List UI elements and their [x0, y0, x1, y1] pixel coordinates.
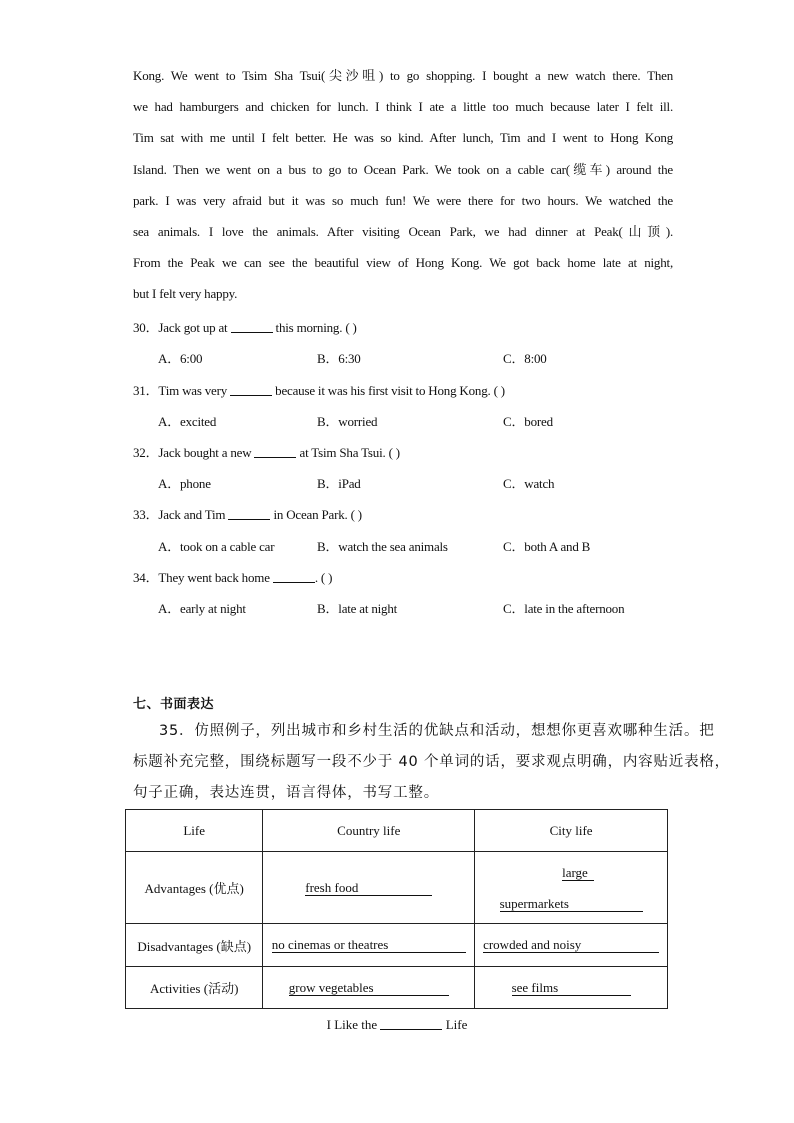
city-cell	[475, 967, 668, 1009]
question-text: in Ocean Park. ( )	[270, 507, 362, 522]
country-cell	[263, 852, 475, 924]
row-label: Advantages (优点)	[126, 852, 263, 924]
question-34	[133, 567, 332, 586]
answer-blank[interactable]	[254, 457, 296, 458]
life-comparison-table	[125, 809, 668, 1009]
filled-answer: crowded and noisy	[483, 937, 659, 953]
question-text: . ( )	[314, 570, 333, 585]
writing-instructions	[133, 716, 730, 809]
option-b[interactable]: B．watch the sea animals	[317, 539, 448, 554]
question-text: They went back home	[158, 570, 273, 585]
essay-title-text: Life	[442, 1017, 468, 1032]
question-number: 34．	[133, 570, 159, 585]
option-b[interactable]: B．6:30	[317, 351, 361, 366]
table-row	[126, 967, 668, 1009]
table-header-row	[126, 810, 668, 852]
title-blank[interactable]	[380, 1029, 442, 1030]
question-text: Jack bought a new	[158, 445, 255, 460]
filled-answer: fresh food	[305, 880, 432, 896]
instruction-line: 标题补充完整，围绕标题写一段不少于 40 个单词的话，要求观点明确，内容贴近表格，	[133, 754, 730, 770]
question-text: at Tsim Sha Tsui. ( )	[296, 445, 400, 460]
question-number: 32．	[133, 445, 159, 460]
option-c[interactable]: C．bored	[503, 414, 553, 429]
option-a[interactable]: A．6:00	[158, 351, 203, 366]
question-number: 33．	[133, 507, 159, 522]
question-text: Jack got up at	[158, 320, 231, 335]
passage-line: Kong. We went to Tsim Sha Tsui(尖沙咀) to go shopping. I bought a new watch there. Then	[133, 68, 673, 83]
filled-answer: no cinemas or theatres	[272, 937, 466, 953]
passage-line: Island. Then we went on a bus to go to Ocean Park. We took on a cable car(缆车) around the	[133, 161, 673, 177]
question-text: Jack and Tim	[158, 507, 229, 522]
option-b[interactable]: B．iPad	[317, 476, 361, 491]
filled-answer: supermarkets	[500, 896, 643, 912]
header-cell: Country life	[263, 810, 475, 852]
country-cell	[263, 924, 475, 967]
passage-line: Tim sat with me until I felt better. He was so kind. After lunch, Tim and I went to Hong Kong	[133, 130, 673, 146]
answer-blank[interactable]	[231, 332, 273, 333]
passage-line: From the Peak we can see the beautiful view of Hong Kong. We got back home late at night,	[133, 255, 673, 271]
header-cell: City life	[475, 810, 668, 852]
question-text: Tim was very	[158, 383, 231, 398]
option-a[interactable]: A．early at night	[158, 601, 246, 616]
option-c[interactable]: C．both A and B	[503, 539, 591, 554]
question-32	[133, 442, 400, 461]
answer-blank[interactable]	[273, 582, 315, 583]
option-b[interactable]: B．worried	[317, 414, 378, 429]
question-number: 31．	[133, 383, 159, 398]
country-cell	[263, 967, 475, 1009]
table-row	[126, 924, 668, 967]
passage-line: we had hamburgers and chicken for lunch. I think I ate a little too much because later I felt ill.	[133, 99, 673, 115]
essay-title-text: I Like the	[326, 1017, 381, 1032]
filled-answer: grow vegetables	[289, 980, 449, 996]
city-cell	[475, 852, 668, 924]
answer-blank[interactable]	[228, 519, 270, 520]
answer-blank[interactable]	[230, 395, 272, 396]
option-c[interactable]: C．watch	[503, 476, 555, 491]
section-title: 七、书面表达	[133, 697, 215, 712]
table-row	[126, 852, 668, 924]
filled-answer: large	[562, 865, 594, 881]
row-label: Activities (活动)	[126, 967, 263, 1009]
option-b[interactable]: B．late at night	[317, 601, 398, 616]
question-31	[133, 380, 505, 399]
option-a[interactable]: A．excited	[158, 414, 217, 429]
reading-passage	[133, 60, 673, 310]
city-cell	[475, 924, 668, 967]
option-c[interactable]: C．late in the afternoon	[503, 601, 625, 616]
question-number: 30．	[133, 320, 159, 335]
option-a[interactable]: A．phone	[158, 476, 211, 491]
option-c[interactable]: C．8:00	[503, 351, 547, 366]
instruction-line: 35．仿照例子，列出城市和乡村生活的优缺点和活动，想想你更喜欢哪种生活。把	[159, 723, 715, 739]
instruction-line: 句子正确，表达连贯，语言得体，书写工整。	[133, 785, 439, 801]
passage-line: sea animals. I love the animals. After visiting Ocean Park, we had dinner at Peak(山顶).	[133, 224, 673, 240]
filled-answer: see films	[512, 980, 631, 996]
question-text: because it was his first visit to Hong Kong. ( )	[272, 383, 505, 398]
option-a[interactable]: A．took on a cable car	[158, 539, 275, 554]
passage-line: park. I was very afraid but it was so much fun! We were there for two hours. We watched the	[133, 192, 673, 208]
question-30	[133, 317, 357, 336]
row-label: Disadvantages (缺点)	[126, 924, 263, 967]
passage-line: but I felt very happy.	[133, 286, 238, 302]
question-text: this morning. ( )	[272, 320, 357, 335]
header-cell: Life	[126, 810, 263, 852]
essay-title	[0, 1017, 794, 1033]
question-33	[133, 504, 362, 523]
